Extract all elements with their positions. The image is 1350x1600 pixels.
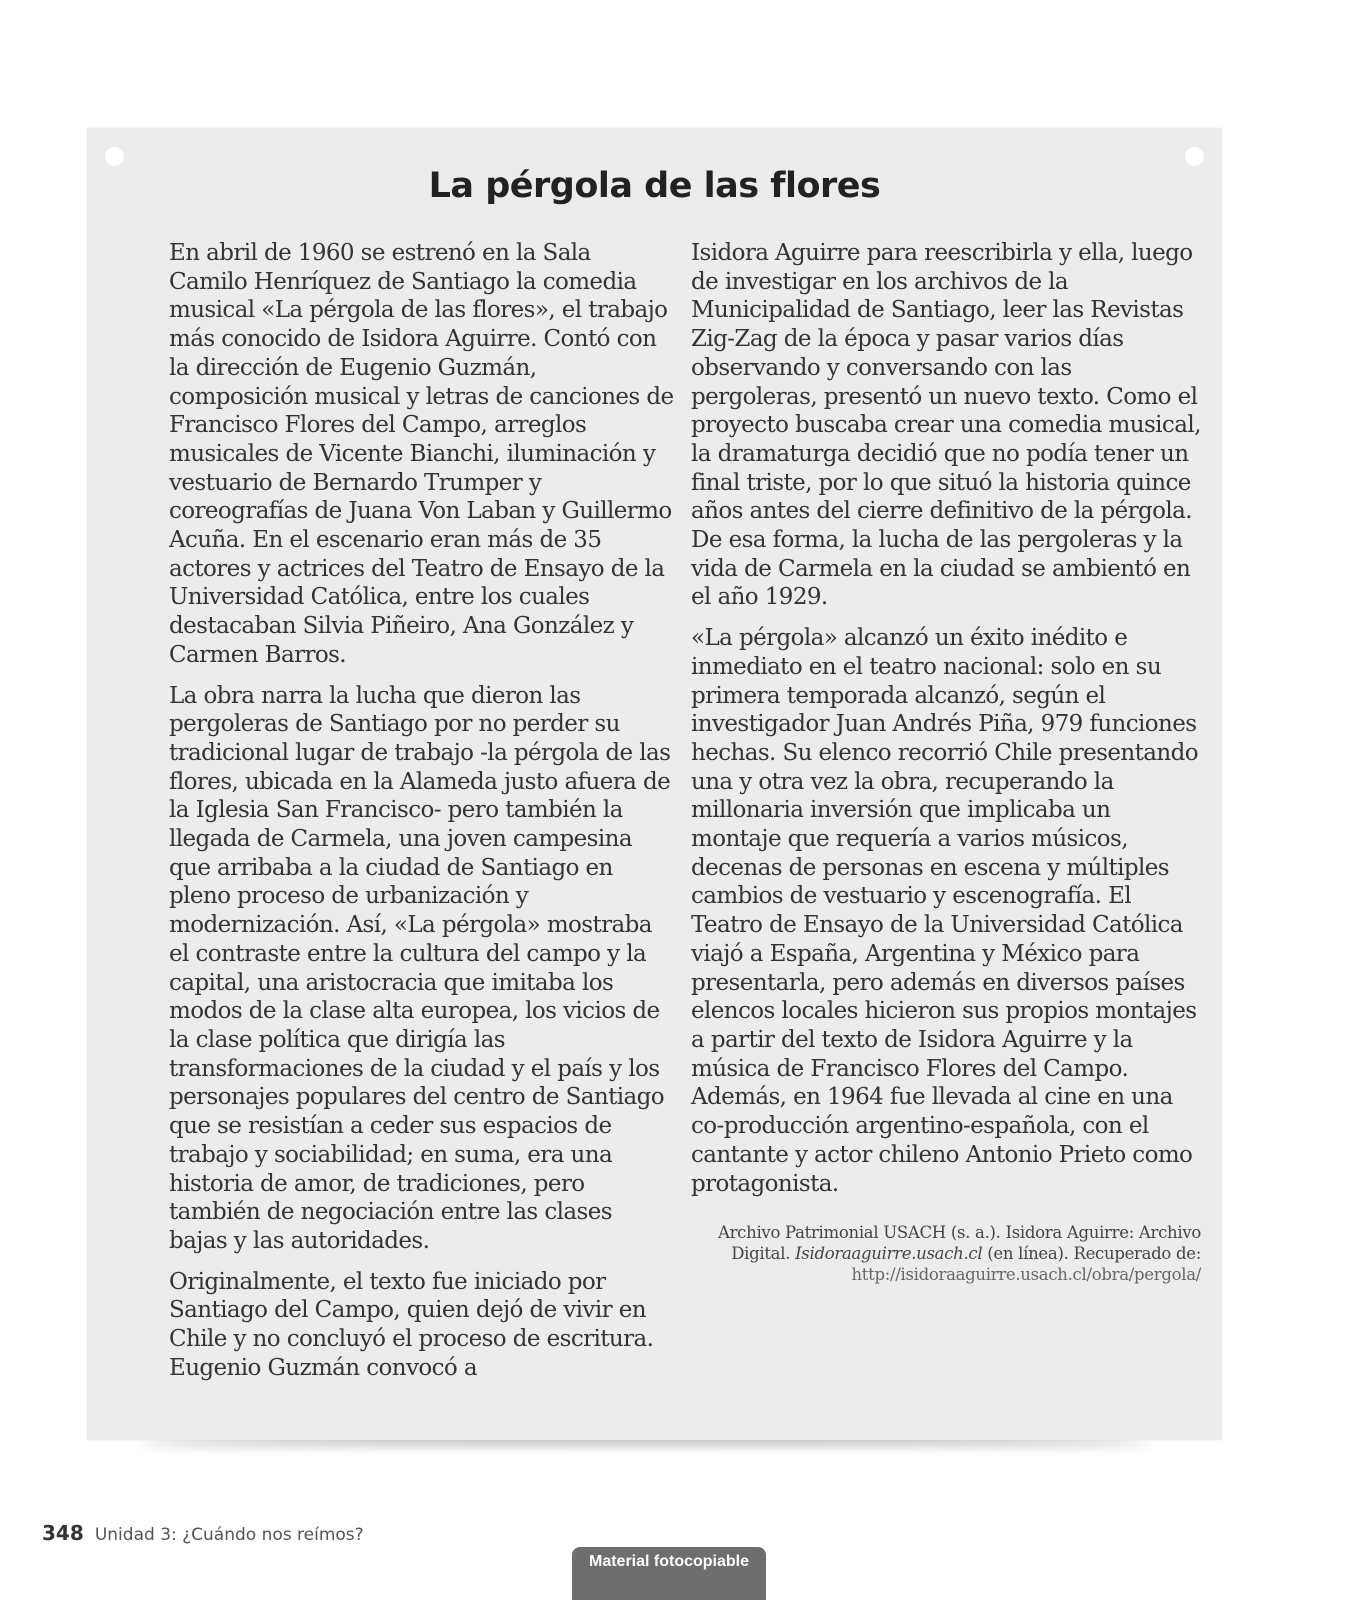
citation-text: Archivo Patrimonial USACH (s. a.). Isidora Aguirre: Archivo Digital. [717, 1223, 1201, 1264]
paragraph: «La pérgola» alcanzó un éxito inédito e inmediato en el teatro nacional: solo en su primera temporada alcanzó, según el investigador Juan Andrés Piña, 979 funciones hechas. Su elenco recorrió Chile presentando una y otra vez la obra, recuperando la millonaria inversión que implicaba un montaje que requería a varios músicos, decenas de personas en escena y múltiples cambios de vestuario y escenografía. El Teatro de Ensayo de la Universidad Católica viajó a España, Argentina y México para presentarla, pero además en diversos países elencos locales hicieron sus propios montajes a partir del texto de Isidora Aguirre y la música de Francisco Flores del Campo. Además, en 1964 fue llevada al cine en una co-producción argentino-española, con el cantante y actor chileno Antonio Prieto como protagonista. [691, 625, 1198, 1197]
paragraph: Isidora Aguirre para reescribirla y ella, luego de investigar en los archivos de la Municipalidad de Santiago, leer las Revistas Zig-Zag de la época y pasar varios días observando y conversando con las pergoleras, presentó un nuevo texto. Como el proyecto buscaba crear una comedia musical, la dramaturga decidió que no podía tener un final triste, por lo que situó la historia quince años antes del cierre definitivo de la pérgola. De esa forma, la lucha de las pergoleras y la vida de Carmela en la ciudad se ambientó en el año 1929. [691, 240, 1201, 611]
citation-url: http://isidoraaguirre.usach.cl/obra/pergola/ [851, 1265, 1201, 1285]
text-column-left [169, 239, 674, 1394]
page-number: 348 [42, 1521, 84, 1545]
paragraph: La obra narra la lucha que dieron las pergoleras de Santiago por no perder su tradicional lugar de trabajo -la pérgola de las flores, ubicada en la Alameda justo afuera de la Iglesia San Francisco- pero también la llegada de Carmela, una joven campesina que arribaba a la ciudad de Santiago en pleno proceso de urbanización y modernización. Así, «La pérgola» mostraba el contraste entre la cultura del campo y la capital, una aristocracia que imitaba los modos de la clase alta europea, los vicios de la clase política que dirigía las transformaciones de la ciudad y el país y los personajes populares del centro de Santiago que se resistían a ceder sus espacios de trabajo y sociabilidad; en suma, era una historia de amor, de tradiciones, pero también de negociación entre las clases bajas y las autoridades. [169, 682, 671, 1254]
citation-site: Isidoraaguirre.usach.cl [795, 1244, 983, 1264]
page-footer [42, 1521, 364, 1545]
article-card [87, 128, 1222, 1440]
article-title: La pérgola de las flores [428, 166, 881, 206]
text-column-right [691, 239, 1201, 1285]
citation-text-end: (en línea). Recuperado de: [987, 1244, 1201, 1264]
punch-hole-left [105, 147, 124, 166]
citation [691, 1222, 1201, 1285]
unit-label: Unidad 3: ¿Cuándo nos reímos? [94, 1525, 364, 1545]
paragraph: En abril de 1960 se estrenó en la Sala Camilo Henríquez de Santiago la comedia musical «La pérgola de las flores», el trabajo más conocido de Isidora Aguirre. Contó con la dirección de Eugenio Guzmán, composición musical y letras de canciones de Francisco Flores del Campo, arreglos musicales de Vicente Bianchi, iluminación y vestuario de Bernardo Trumper y coreografías de Juana Von Laban y Guillermo Acuña. En el escenario eran más de 35 actores y actrices del Teatro de Ensayo de la Universidad Católica, entre los cuales destacaban Silvia Piñeiro, Ana González y Carmen Barros. [169, 240, 674, 668]
paragraph: Originalmente, el texto fue iniciado por Santiago del Campo, quien dejó de vivir en Chile y no concluyó el proceso de escritura. Eugenio Guzmán convocó a [169, 1268, 654, 1381]
punch-hole-right [1185, 147, 1204, 166]
photocopiable-badge: Material fotocopiable [572, 1547, 766, 1600]
